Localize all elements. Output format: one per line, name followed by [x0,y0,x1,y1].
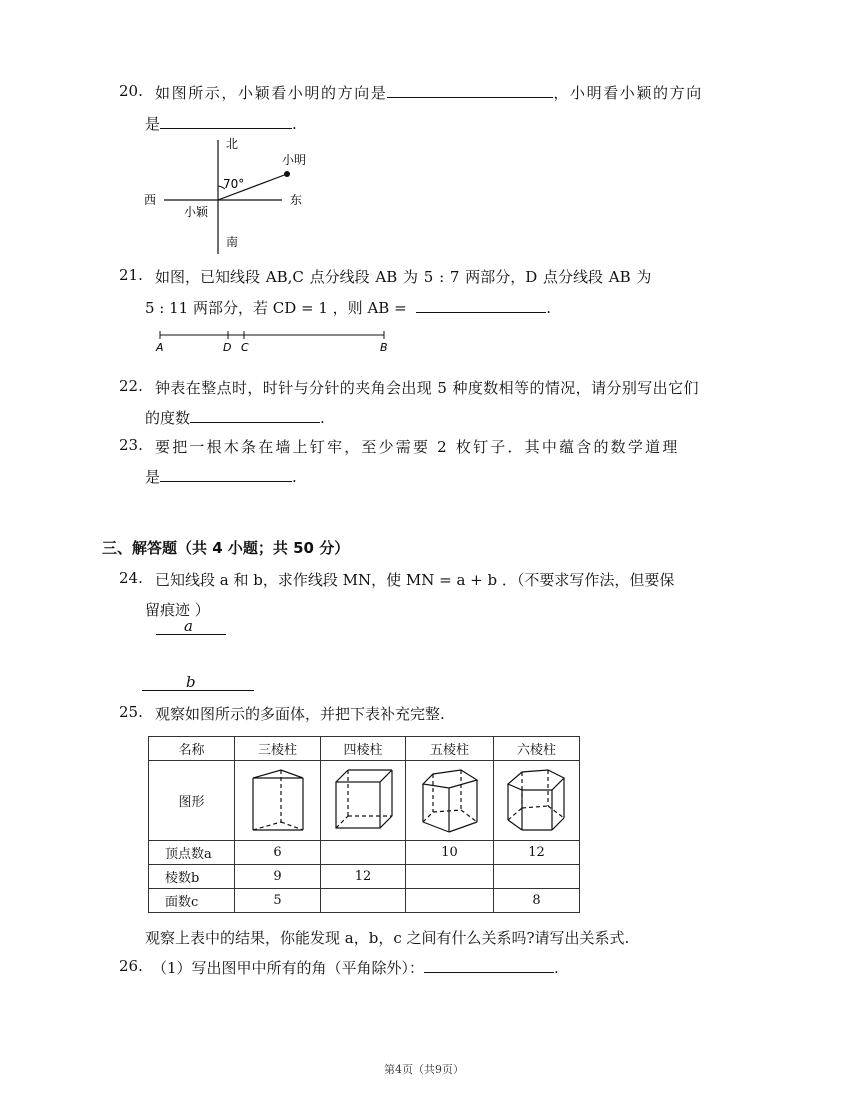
q26-line1 [152,957,559,978]
table-cell-blank[interactable] [494,865,580,889]
q25-line1: 观察如图所示的多面体，并把下表补充完整. [155,705,445,723]
table-cell: 12 [321,865,406,889]
row-label-vertices: 顶点数a [149,841,235,865]
table-cell-blank[interactable] [321,841,406,865]
q20-answer-blank-1[interactable] [387,83,553,98]
q25-number: 25. [119,703,143,721]
q20-line2 [145,113,297,134]
table-row [149,841,580,865]
q21-line2 [145,297,551,318]
point-b-label: B [380,341,388,354]
table-cell-blank[interactable] [321,889,406,913]
polyhedron-table [148,736,580,913]
north-label: 北 [226,137,239,151]
segment-a [156,634,226,635]
page-footer: 第4页（共9页） [384,1063,464,1076]
q23-text-b: . [292,468,297,486]
segment-b-label: b [186,673,196,691]
q20-line1 [155,82,703,103]
q23-line1: 要把一根木条在墙上钉牢，至少需要 2 枚钉子．其中蕴含的数学道理 [155,438,680,456]
q21-line1: 如图，已知线段 AB,C 点分线段 AB 为 5 : 7 两部分，D 点分线段 AB 为 [155,268,652,286]
table-cell: 8 [494,889,580,913]
table-cell: 12 [494,841,580,865]
q23-answer-blank[interactable] [160,467,292,482]
xiaoming-label: 小明 [282,153,307,167]
q26-text-b: . [554,959,559,977]
point-a-label: A [156,341,164,354]
q22-answer-blank[interactable] [190,408,320,423]
table-cell: 6 [235,841,321,865]
q20-number: 20. [119,82,143,100]
table-cell-blank[interactable] [406,889,494,913]
segment-b [142,690,254,691]
south-label: 南 [226,235,239,249]
xiaoying-label: 小颖 [184,205,209,219]
q22-number: 22. [119,377,143,395]
q21-text-b: . [546,299,551,317]
q20-text-c: 是 [145,115,161,133]
q21-answer-blank[interactable] [416,298,546,313]
q26-number: 26. [119,957,143,975]
quadrangular-prism-figure [321,761,406,841]
triangular-prism-figure [235,761,321,841]
q23-line2 [145,466,297,487]
q21-segment-figure [150,326,400,354]
table-header-cell: 六棱柱 [494,737,580,761]
q24-line1: 已知线段 a 和 b，求作线段 MN，使 MN = a + b ．（不要求写作法，但要保 [155,571,675,589]
q20-text-b: ，小明看小颖的方向 [553,84,703,102]
west-label: 西 [144,193,157,207]
angle-label: 70° [223,177,245,191]
q20-answer-blank-2[interactable] [160,114,292,129]
table-cell: 9 [235,865,321,889]
q20-text-d: . [292,115,297,133]
q21-number: 21. [119,266,143,284]
q20-text-a: 如图所示，小颖看小明的方向是 [155,84,388,102]
pentagonal-prism-figure [406,761,494,841]
q22-text-b: . [320,409,325,427]
row-label-edges: 棱数b [149,865,235,889]
q22-text-a: 的度数 [145,409,191,427]
q26-text-a: （1）写出图甲中所有的角（平角除外）： [152,959,425,977]
hexagonal-prism-figure [494,761,580,841]
east-label: 东 [290,193,303,207]
segment-a-label: a [184,617,193,635]
table-header-row [149,737,580,761]
q23-text-a: 是 [145,468,161,486]
point-d-label: D [223,341,232,354]
q20-direction-figure [138,134,318,258]
table-figure-row [149,761,580,841]
q23-number: 23. [119,436,143,454]
table-header-cell: 五棱柱 [406,737,494,761]
table-cell: 10 [406,841,494,865]
table-row [149,889,580,913]
q26-answer-blank[interactable] [424,958,554,973]
q25-line2: 观察上表中的结果，你能发现 a，b，c 之间有什么关系吗?请写出关系式. [145,929,630,947]
q22-line1: 钟表在整点时，时针与分针的夹角会出现 5 种度数相等的情况，请分别写出它们 [155,379,699,397]
row-label-faces: 面数c [149,889,235,913]
q24-number: 24. [119,569,143,587]
point-c-label: C [241,341,249,354]
table-cell: 5 [235,889,321,913]
table-header-cell: 三棱柱 [235,737,321,761]
q22-line2 [145,407,325,428]
table-row [149,865,580,889]
table-header-cell: 四棱柱 [321,737,406,761]
q24-line2: 留痕迹 ） [145,601,210,619]
table-cell-blank[interactable] [406,865,494,889]
q21-text-a: 5 : 11 两部分，若 CD = 1 ，则 AB = [145,299,407,317]
section-title: 三、解答题（共 4 小题；共 50 分） [102,539,350,557]
table-header-cell: 名称 [149,737,235,761]
figure-row-label: 图形 [149,761,235,841]
